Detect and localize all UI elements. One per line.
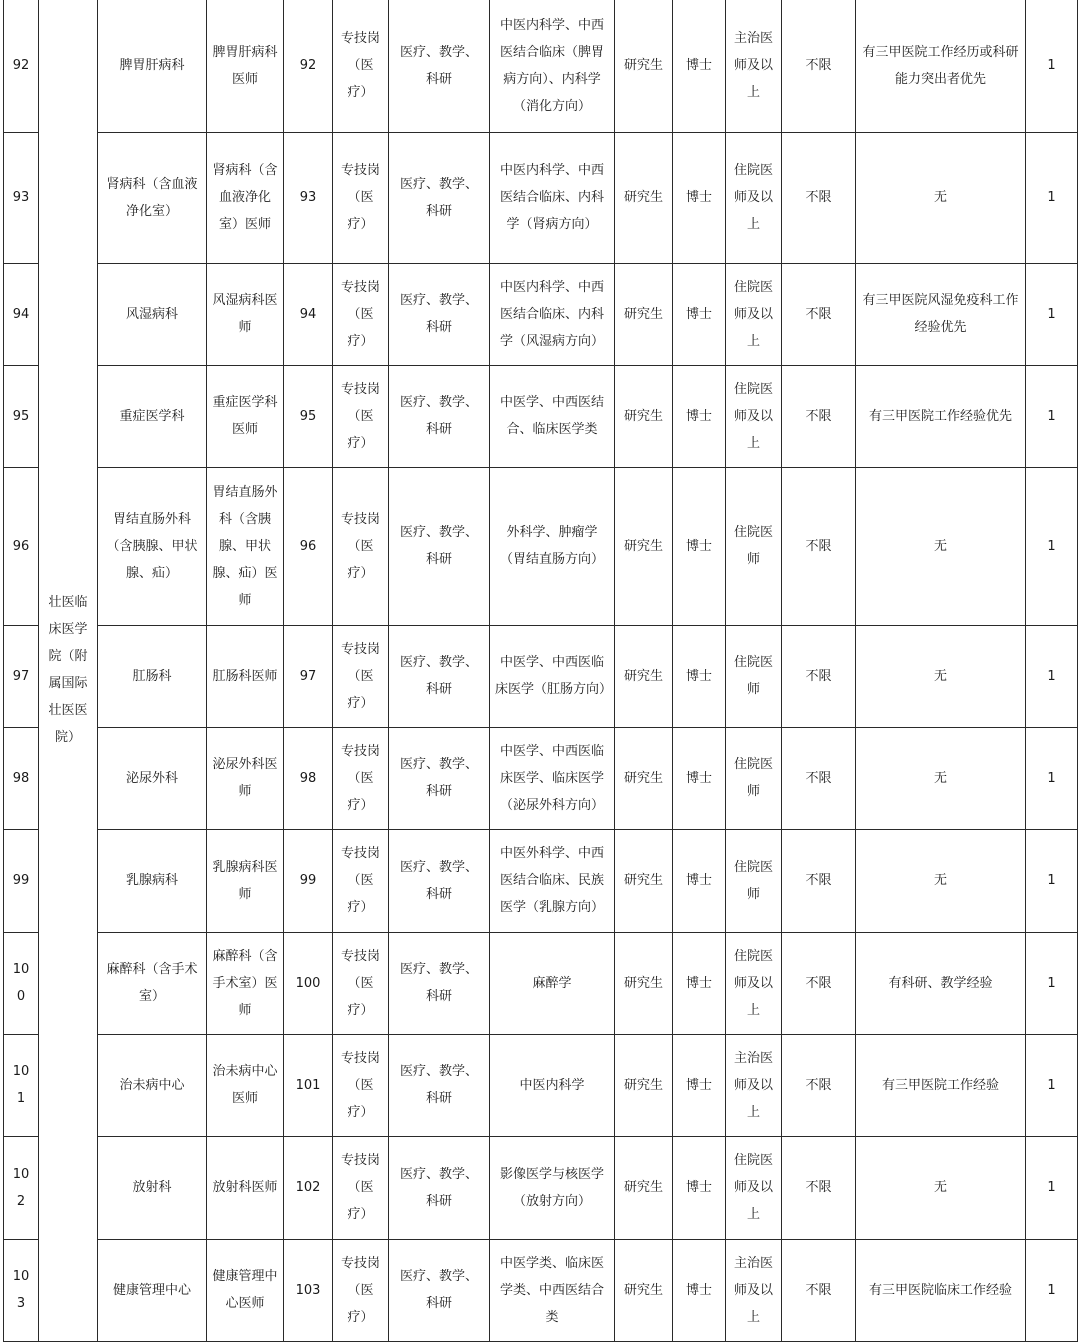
professional-rank-cell: 住院医师及以上: [726, 132, 782, 263]
headcount-cell: 1: [1026, 727, 1078, 829]
age-cell: 不限: [782, 132, 856, 263]
professional-rank-cell: 主治医师及以上: [726, 0, 782, 132]
row-number-cell: 100: [4, 932, 39, 1034]
major-cell: 中医外科学、中西医结合临床、民族医学（乳腺方向）: [490, 829, 615, 932]
duty-cell: 医疗、教学、科研: [389, 829, 490, 932]
table-row: [4, 263, 1078, 365]
age-cell: 不限: [782, 829, 856, 932]
department-cell: 肛肠科: [98, 625, 207, 727]
professional-rank-cell: 住院医师及以上: [726, 1136, 782, 1239]
duty-cell: 医疗、教学、科研: [389, 0, 490, 132]
professional-rank-cell: 主治医师及以上: [726, 1239, 782, 1341]
professional-rank-cell: 住院医师及以上: [726, 932, 782, 1034]
department-cell: 肾病科（含血液净化室）: [98, 132, 207, 263]
row-number-cell: 94: [4, 263, 39, 365]
major-cell: 中医内科学、中西医结合临床（脾胃病方向）、内科学（消化方向）: [490, 0, 615, 132]
headcount-cell: 1: [1026, 1034, 1078, 1136]
other-requirements-cell: 有科研、教学经验: [856, 932, 1026, 1034]
position-code-cell: 100: [284, 932, 333, 1034]
other-requirements-cell: 无: [856, 132, 1026, 263]
table-row: [4, 365, 1078, 467]
table-row: [4, 829, 1078, 932]
age-cell: 不限: [782, 625, 856, 727]
table-row: [4, 932, 1078, 1034]
position-code-cell: 95: [284, 365, 333, 467]
position-title-cell: 泌尿外科医师: [207, 727, 284, 829]
row-number-cell: 92: [4, 0, 39, 132]
duty-cell: 医疗、教学、科研: [389, 263, 490, 365]
position-type-cell: 专技岗（医疗）: [333, 0, 389, 132]
headcount-cell: 1: [1026, 1239, 1078, 1341]
position-title-cell: 肛肠科医师: [207, 625, 284, 727]
row-number-cell: 96: [4, 467, 39, 625]
department-cell: 胃结直肠外科（含胰腺、甲状腺、疝）: [98, 467, 207, 625]
duty-cell: 医疗、教学、科研: [389, 467, 490, 625]
other-requirements-cell: 无: [856, 727, 1026, 829]
table-row: [4, 132, 1078, 263]
education-cell: 研究生: [615, 467, 673, 625]
age-cell: 不限: [782, 0, 856, 132]
major-cell: 中医内科学、中西医结合临床、内科学（风湿病方向）: [490, 263, 615, 365]
position-title-cell: 风湿病科医师: [207, 263, 284, 365]
education-cell: 研究生: [615, 365, 673, 467]
other-requirements-cell: 无: [856, 829, 1026, 932]
other-requirements-cell: 无: [856, 1136, 1026, 1239]
other-requirements-cell: 有三甲医院工作经验: [856, 1034, 1026, 1136]
education-cell: 研究生: [615, 263, 673, 365]
table-row: [4, 1239, 1078, 1341]
major-cell: 中医学、中西医临床医学、临床医学（泌尿外科方向）: [490, 727, 615, 829]
other-requirements-cell: 有三甲医院临床工作经验: [856, 1239, 1026, 1341]
professional-rank-cell: 住院医师: [726, 727, 782, 829]
position-type-cell: 专技岗（医疗）: [333, 1034, 389, 1136]
education-cell: 研究生: [615, 625, 673, 727]
other-requirements-cell: 有三甲医院工作经验优先: [856, 365, 1026, 467]
education-cell: 研究生: [615, 1239, 673, 1341]
headcount-cell: 1: [1026, 467, 1078, 625]
position-title-cell: 健康管理中心医师: [207, 1239, 284, 1341]
position-type-cell: 专技岗（医疗）: [333, 932, 389, 1034]
table-row: [4, 1034, 1078, 1136]
education-cell: 研究生: [615, 829, 673, 932]
education-cell: 研究生: [615, 932, 673, 1034]
education-cell: 研究生: [615, 1034, 673, 1136]
headcount-cell: 1: [1026, 1136, 1078, 1239]
hospital-unit-cell: 壮医临床医学院（附属国际壮医医院）: [39, 0, 98, 1341]
professional-rank-cell: 住院医师及以上: [726, 263, 782, 365]
department-cell: 泌尿外科: [98, 727, 207, 829]
position-code-cell: 98: [284, 727, 333, 829]
position-code-cell: 96: [284, 467, 333, 625]
degree-cell: 博士: [673, 1136, 726, 1239]
other-requirements-cell: 无: [856, 625, 1026, 727]
department-cell: 治未病中心: [98, 1034, 207, 1136]
position-code-cell: 92: [284, 0, 333, 132]
position-type-cell: 专技岗（医疗）: [333, 727, 389, 829]
position-title-cell: 乳腺病科医师: [207, 829, 284, 932]
degree-cell: 博士: [673, 263, 726, 365]
department-cell: 健康管理中心: [98, 1239, 207, 1341]
headcount-cell: 1: [1026, 829, 1078, 932]
major-cell: 影像医学与核医学（放射方向）: [490, 1136, 615, 1239]
position-code-cell: 93: [284, 132, 333, 263]
position-type-cell: 专技岗（医疗）: [333, 1239, 389, 1341]
table-row: [4, 625, 1078, 727]
other-requirements-cell: 有三甲医院风湿免疫科工作经验优先: [856, 263, 1026, 365]
major-cell: 麻醉学: [490, 932, 615, 1034]
duty-cell: 医疗、教学、科研: [389, 1136, 490, 1239]
major-cell: 中医内科学、中西医结合临床、内科学（肾病方向）: [490, 132, 615, 263]
duty-cell: 医疗、教学、科研: [389, 727, 490, 829]
position-type-cell: 专技岗（医疗）: [333, 1136, 389, 1239]
position-title-cell: 放射科医师: [207, 1136, 284, 1239]
major-cell: 中医学类、临床医学类、中西医结合类: [490, 1239, 615, 1341]
degree-cell: 博士: [673, 1239, 726, 1341]
duty-cell: 医疗、教学、科研: [389, 1239, 490, 1341]
age-cell: 不限: [782, 467, 856, 625]
position-type-cell: 专技岗（医疗）: [333, 829, 389, 932]
position-code-cell: 101: [284, 1034, 333, 1136]
table-row: [4, 727, 1078, 829]
position-title-cell: 重症医学科医师: [207, 365, 284, 467]
position-type-cell: 专技岗（医疗）: [333, 365, 389, 467]
position-code-cell: 94: [284, 263, 333, 365]
row-number-cell: 103: [4, 1239, 39, 1341]
department-cell: 重症医学科: [98, 365, 207, 467]
age-cell: 不限: [782, 1239, 856, 1341]
position-type-cell: 专技岗（医疗）: [333, 625, 389, 727]
position-title-cell: 胃结直肠外科（含胰腺、甲状腺、疝）医师: [207, 467, 284, 625]
age-cell: 不限: [782, 1136, 856, 1239]
headcount-cell: 1: [1026, 932, 1078, 1034]
duty-cell: 医疗、教学、科研: [389, 365, 490, 467]
recruitment-table: [3, 0, 1078, 1342]
position-title-cell: 肾病科（含血液净化室）医师: [207, 132, 284, 263]
duty-cell: 医疗、教学、科研: [389, 1034, 490, 1136]
row-number-cell: 97: [4, 625, 39, 727]
other-requirements-cell: 无: [856, 467, 1026, 625]
duty-cell: 医疗、教学、科研: [389, 932, 490, 1034]
headcount-cell: 1: [1026, 132, 1078, 263]
row-number-cell: 95: [4, 365, 39, 467]
row-number-cell: 98: [4, 727, 39, 829]
degree-cell: 博士: [673, 625, 726, 727]
table-row: [4, 467, 1078, 625]
degree-cell: 博士: [673, 365, 726, 467]
row-number-cell: 101: [4, 1034, 39, 1136]
department-cell: 麻醉科（含手术室）: [98, 932, 207, 1034]
professional-rank-cell: 主治医师及以上: [726, 1034, 782, 1136]
department-cell: 放射科: [98, 1136, 207, 1239]
degree-cell: 博士: [673, 132, 726, 263]
professional-rank-cell: 住院医师: [726, 625, 782, 727]
professional-rank-cell: 住院医师及以上: [726, 365, 782, 467]
age-cell: 不限: [782, 365, 856, 467]
education-cell: 研究生: [615, 727, 673, 829]
table-body: [4, 0, 1078, 1341]
headcount-cell: 1: [1026, 365, 1078, 467]
department-cell: 乳腺病科: [98, 829, 207, 932]
major-cell: 中医内科学: [490, 1034, 615, 1136]
education-cell: 研究生: [615, 1136, 673, 1239]
age-cell: 不限: [782, 263, 856, 365]
degree-cell: 博士: [673, 932, 726, 1034]
other-requirements-cell: 有三甲医院工作经历或科研能力突出者优先: [856, 0, 1026, 132]
department-cell: 风湿病科: [98, 263, 207, 365]
position-type-cell: 专技岗（医疗）: [333, 132, 389, 263]
degree-cell: 博士: [673, 1034, 726, 1136]
row-number-cell: 102: [4, 1136, 39, 1239]
position-code-cell: 99: [284, 829, 333, 932]
position-code-cell: 97: [284, 625, 333, 727]
position-title-cell: 麻醉科（含手术室）医师: [207, 932, 284, 1034]
position-type-cell: 专技岗（医疗）: [333, 467, 389, 625]
major-cell: 中医学、中西医临床医学（肛肠方向）: [490, 625, 615, 727]
professional-rank-cell: 住院医师: [726, 467, 782, 625]
major-cell: 外科学、肿瘤学（胃结直肠方向）: [490, 467, 615, 625]
degree-cell: 博士: [673, 467, 726, 625]
age-cell: 不限: [782, 1034, 856, 1136]
row-number-cell: 99: [4, 829, 39, 932]
position-code-cell: 103: [284, 1239, 333, 1341]
department-cell: 脾胃肝病科: [98, 0, 207, 132]
headcount-cell: 1: [1026, 0, 1078, 132]
age-cell: 不限: [782, 932, 856, 1034]
headcount-cell: 1: [1026, 625, 1078, 727]
degree-cell: 博士: [673, 727, 726, 829]
position-type-cell: 专技岗（医疗）: [333, 263, 389, 365]
degree-cell: 博士: [673, 0, 726, 132]
position-title-cell: 脾胃肝病科医师: [207, 0, 284, 132]
degree-cell: 博士: [673, 829, 726, 932]
duty-cell: 医疗、教学、科研: [389, 132, 490, 263]
major-cell: 中医学、中西医结合、临床医学类: [490, 365, 615, 467]
row-number-cell: 93: [4, 132, 39, 263]
education-cell: 研究生: [615, 132, 673, 263]
position-title-cell: 治未病中心医师: [207, 1034, 284, 1136]
table-row: [4, 0, 1078, 132]
education-cell: 研究生: [615, 0, 673, 132]
table-row: [4, 1136, 1078, 1239]
age-cell: 不限: [782, 727, 856, 829]
headcount-cell: 1: [1026, 263, 1078, 365]
duty-cell: 医疗、教学、科研: [389, 625, 490, 727]
position-code-cell: 102: [284, 1136, 333, 1239]
professional-rank-cell: 住院医师: [726, 829, 782, 932]
